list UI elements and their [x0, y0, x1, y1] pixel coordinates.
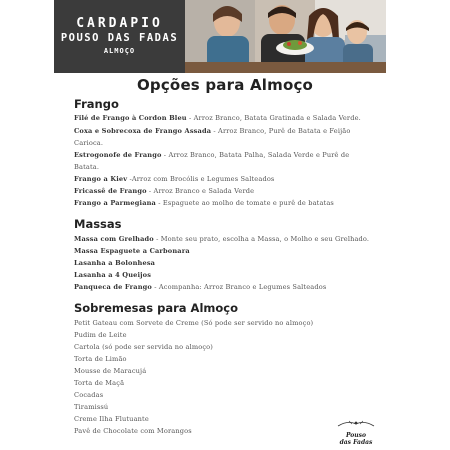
dessert-item: Pudim de Leite [74, 331, 127, 339]
logo-text-line2: das Fadas [339, 439, 373, 446]
dessert-item: Torta de Maçã [74, 379, 125, 387]
menu-item-separator: - [211, 127, 219, 135]
menu-item [74, 187, 374, 195]
menu-item-name: Frango a Parmegiana [74, 199, 156, 207]
menu-item-description: Arroz Branco, Batata Gratinada e Salada Verde. [193, 114, 361, 122]
menu-item-description: Arroz com Brocólis e Legumes Salteados [131, 175, 275, 183]
menu-item-continuation [74, 139, 374, 147]
menu-item-name: Filé de Frango à Cordon Bleu [74, 114, 187, 122]
menu-item-name: Panqueca de Frango [74, 283, 152, 291]
menu-item-continuation [74, 163, 374, 171]
family-meal-photo [185, 0, 386, 73]
menu-item [74, 259, 374, 267]
menu-item [74, 283, 374, 291]
brand-panel [54, 0, 185, 73]
dessert-item: Cocadas [74, 391, 104, 399]
menu-item [74, 151, 374, 159]
menu-item [74, 114, 374, 122]
menu-item-separator: - [155, 199, 163, 207]
menu-item-name: Massa Espaguete a Carbonara [74, 247, 190, 255]
menu-item-description: Batata. [74, 163, 100, 171]
logo-text-line1: Pouso [345, 432, 367, 439]
section-title-massas: Massas [74, 217, 122, 231]
pouso-das-fadas-logo [332, 413, 380, 446]
menu-item-description: Monte seu prato, escolha a Massa, o Molho e seu Grelhado. [160, 235, 370, 243]
menu-item-description: Espaguete ao molho de tomate e purê de batatas [162, 199, 334, 207]
menu-item-description: Acompanha: Arroz Branco e Legumes Salteados [158, 283, 327, 291]
dessert-item: Mousse de Maracujá [74, 367, 147, 375]
dessert-item: Pavê de Chocolate com Morangos [74, 427, 192, 435]
brand-subtitle: POUSO DAS FADAS [60, 32, 179, 44]
header-banner [54, 0, 386, 73]
menu-item-description: Arroz Branco e Salada Verde [153, 187, 255, 195]
menu-item [74, 175, 374, 183]
menu-item [74, 247, 374, 255]
menu-item [74, 127, 374, 135]
section-title-sobremesas: Sobremesas para Almoço [74, 301, 238, 315]
menu-item-description: Carioca. [74, 139, 104, 147]
menu-item-name: Frango a Kiev [74, 175, 128, 183]
menu-item-name: Coxa e Sobrecoxa de Frango Assada [74, 127, 212, 135]
fairy-ornament-icon [332, 420, 380, 428]
menu-item-description: Arroz Branco, Purê de Batata e Feijão [218, 127, 351, 135]
menu-item-name: Massa com Grelhado [74, 235, 154, 243]
menu-item [74, 199, 374, 207]
menu-item-name: Lasanha a Bolonhesa [74, 259, 156, 267]
page-title: Opções para Almoço [136, 76, 314, 94]
dessert-item: Petit Gateau com Sorvete de Creme (Só pode ser servido no almoço) [74, 319, 314, 327]
dessert-item: Tiramissú [74, 403, 109, 411]
menu-item-separator: - [153, 235, 161, 243]
menu-item-name: Fricassê de Frango [74, 187, 147, 195]
menu-item-separator: - [161, 151, 169, 159]
dessert-item: Creme Ilha Flutuante [74, 415, 149, 423]
menu-item-name: Lasanha a 4 Queijos [74, 271, 152, 279]
menu-item-separator: - [127, 175, 132, 183]
dessert-item: Torta de Limão [74, 355, 127, 363]
section-title-frango: Frango [74, 97, 119, 111]
menu-item-separator: - [186, 114, 194, 122]
brand-title: CARDAPIO [76, 16, 163, 31]
menu-item [74, 235, 374, 243]
menu-item-separator: - [146, 187, 154, 195]
menu-item [74, 271, 374, 279]
dessert-item: Cartola (só pode ser servida no almoço) [74, 343, 214, 351]
menu-item-description: Arroz Branco, Batata Palha, Salada Verde e Purê de [168, 151, 350, 159]
brand-tag: ALMOÇO [103, 47, 136, 55]
menu-item-separator: - [151, 283, 159, 291]
menu-item-name: Estrogonofe de Frango [74, 151, 162, 159]
